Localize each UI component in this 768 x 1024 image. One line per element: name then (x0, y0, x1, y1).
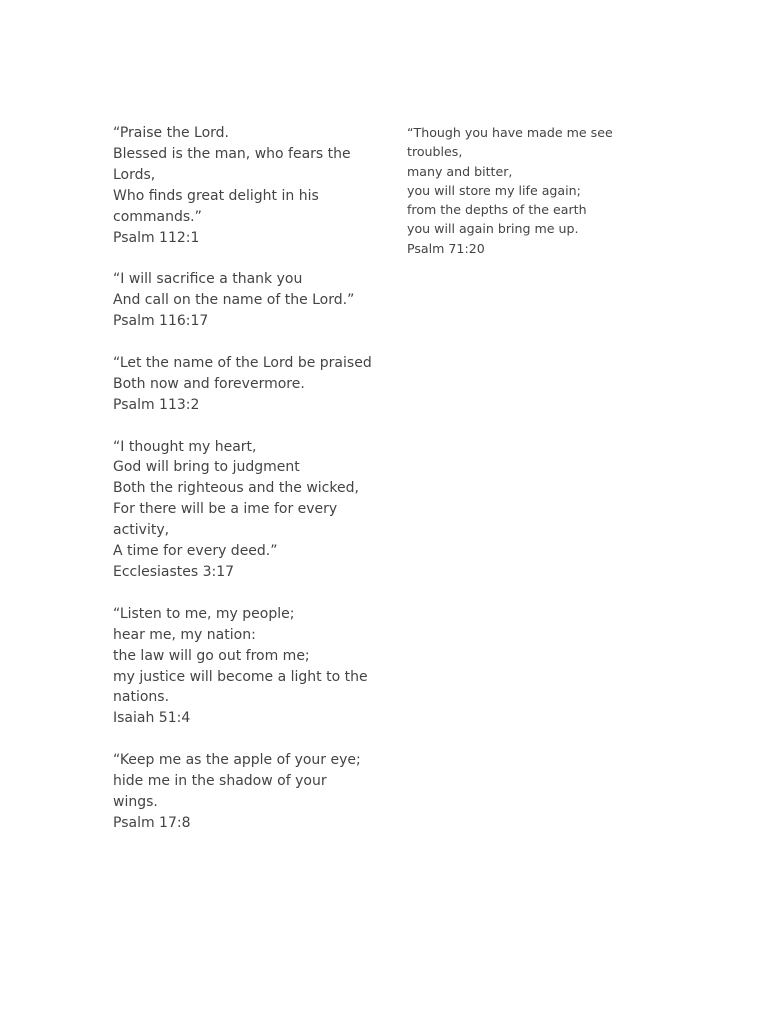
verse-line: hide me in the shadow of your (113, 773, 327, 790)
verse-line: God will bring to judgment (113, 459, 300, 476)
verse-line: you will store my life again; (407, 182, 581, 198)
verse-block (113, 437, 378, 583)
verse-line: the law will go out from me; (113, 647, 310, 664)
verse-block (113, 269, 378, 332)
left-column (113, 123, 378, 855)
verse-line: And call on the name of the Lord.” (113, 292, 355, 309)
verse-block (113, 750, 378, 834)
verse-reference: Psalm 71:20 (407, 240, 485, 256)
verse-line: “Keep me as the apple of your eye; (113, 752, 361, 769)
verse-line: you will again bring me up. (407, 221, 579, 237)
verse-line: Both the righteous and the wicked, (113, 480, 359, 497)
verse-reference: Psalm 17:8 (113, 814, 191, 831)
verse-reference: Ecclesiastes 3:17 (113, 563, 235, 580)
verse-line: wings. (113, 793, 158, 810)
verse-reference: Psalm 112:1 (113, 229, 200, 246)
verse-line: For there will be a ime for every (113, 501, 338, 518)
verse-block (113, 604, 378, 729)
verse-line: hear me, my nation: (113, 626, 256, 643)
verse-line: troubles, (407, 144, 463, 160)
verse-line: commands.” (113, 208, 202, 225)
verse-line: “Listen to me, my people; (113, 605, 295, 622)
verse-line: Both now and forevermore. (113, 375, 305, 392)
right-column (407, 123, 627, 279)
verse-line: A time for every deed.” (113, 543, 278, 560)
verse-line: “Praise the Lord. (113, 125, 229, 141)
verse-line: activity, (113, 522, 170, 539)
verse-line: from the depths of the earth (407, 202, 587, 218)
verse-reference: Isaiah 51:4 (113, 710, 191, 727)
verse-line: Blessed is the man, who fears the (113, 145, 351, 162)
verse-line: “Though you have made me see (407, 125, 613, 140)
verse-line: “I thought my heart, (113, 438, 257, 455)
verse-reference: Psalm 113:2 (113, 396, 200, 413)
verse-line: Who finds great delight in his (113, 187, 319, 204)
verse-line: “I will sacrifice a thank you (113, 271, 303, 288)
verse-block (407, 123, 627, 258)
verse-line: “Let the name of the Lord be praised (113, 354, 372, 371)
verse-line: Lords, (113, 166, 156, 183)
verse-block (113, 123, 378, 248)
verse-block (113, 353, 378, 416)
verse-line: my justice will become a light to the (113, 668, 368, 685)
verse-reference: Psalm 116:17 (113, 313, 209, 330)
verse-line: nations. (113, 689, 170, 706)
verse-line: many and bitter, (407, 163, 513, 179)
